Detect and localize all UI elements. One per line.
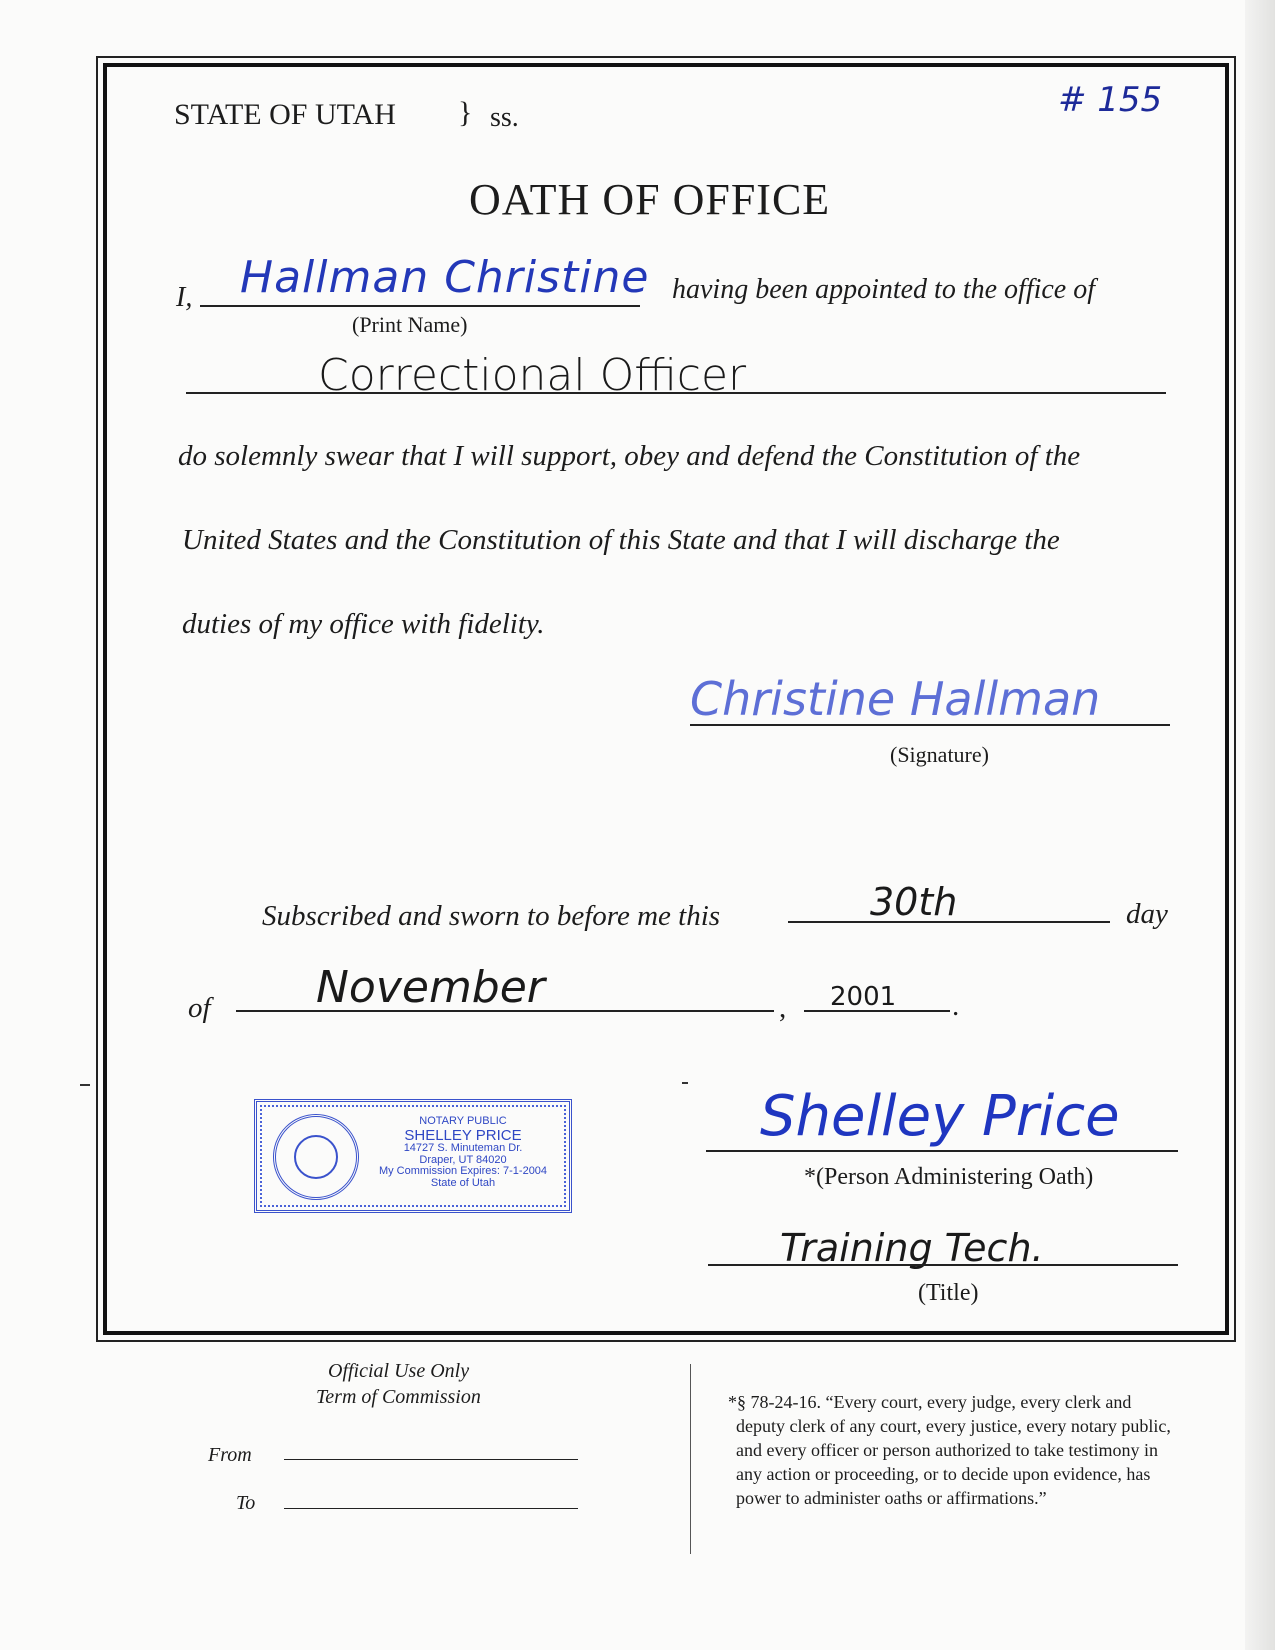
- venue-brace: }: [458, 96, 473, 129]
- month-comma: ,: [779, 992, 787, 1024]
- seal-notary-name: SHELLEY PRICE: [404, 1126, 522, 1144]
- of-label: of: [188, 992, 211, 1024]
- sworn-month: November: [316, 962, 545, 1013]
- title-caption: (Title): [918, 1280, 979, 1306]
- seal-commission-expiry: My Commission Expires: 7-1-2004: [378, 1165, 548, 1178]
- appointee-name: Hallman Christine: [240, 252, 650, 303]
- office-title: Correctional Officer: [318, 350, 747, 401]
- seal-text-block: [365, 1116, 561, 1189]
- scan-page-edge: [1245, 0, 1275, 1650]
- day-line: [788, 921, 1110, 923]
- seal-notary-public: NOTARY PUBLIC: [419, 1115, 507, 1127]
- state-seal-emblem-icon: [294, 1135, 338, 1179]
- to-line: [284, 1508, 578, 1509]
- footnote-line-1: *§ 78-24-16. “Every court, every judge, every clerk and: [728, 1392, 1132, 1412]
- record-number: # 155: [1058, 80, 1163, 120]
- term-of-commission-heading: Term of Commission: [316, 1386, 481, 1408]
- appointee-prefix: I,: [176, 282, 193, 313]
- state-label: STATE OF UTAH: [174, 98, 396, 131]
- appointed-text: having been appointed to the office of: [672, 274, 1096, 305]
- footnote-line-2: deputy clerk of any court, every justice, every notary public,: [736, 1416, 1171, 1436]
- footnote-line-3: and every officer or person authorized to take testimony in: [736, 1440, 1159, 1460]
- oath-line-2: United States and the Constitution of this State and that I will discharge the: [182, 524, 1060, 556]
- notary-seal-stamp: [254, 1099, 572, 1213]
- margin-tick-left: [80, 1084, 90, 1086]
- day-label: day: [1126, 898, 1168, 930]
- seal-state: State of Utah: [430, 1176, 496, 1189]
- sworn-text: Subscribed and sworn to before me this: [262, 900, 721, 932]
- month-line: [236, 1010, 774, 1012]
- footnote-line-4: any action or proceeding, or to decide upon evidence, has: [736, 1464, 1151, 1484]
- footnote-line-5: power to administer oaths or affirmations.”: [736, 1488, 1047, 1508]
- administrator-line: [706, 1150, 1178, 1152]
- margin-tick-center: [682, 1082, 688, 1084]
- administrator-title: Training Tech.: [780, 1226, 1044, 1270]
- administrator-caption: *(Person Administering Oath): [804, 1164, 1094, 1190]
- oath-line-1: do solemnly swear that I will support, obey and defend the Constitution of the: [178, 440, 1081, 472]
- print-name-line: [200, 305, 640, 307]
- signature-line: [690, 724, 1170, 726]
- seal-address: 14727 S. Minuteman Dr.: [403, 1142, 523, 1155]
- from-line: [284, 1459, 578, 1460]
- year-period: .: [952, 990, 960, 1022]
- to-label: To: [236, 1492, 256, 1514]
- from-label: From: [208, 1444, 252, 1466]
- document-title: OATH OF OFFICE: [469, 175, 831, 224]
- footer-divider: [690, 1364, 691, 1554]
- sworn-year: 2001: [830, 982, 897, 1012]
- state-seal-icon: [273, 1114, 359, 1200]
- print-name-caption: (Print Name): [352, 312, 468, 337]
- administrator-signature: Shelley Price: [760, 1084, 1120, 1149]
- title-line: [708, 1264, 1178, 1266]
- signature-caption: (Signature): [890, 742, 989, 767]
- oath-line-3: duties of my office with fidelity.: [182, 608, 545, 640]
- appointee-signature: Christine Hallman: [690, 672, 1101, 726]
- year-line: [804, 1010, 950, 1012]
- ss-label: ss.: [490, 102, 519, 133]
- official-use-heading: Official Use Only: [328, 1360, 470, 1382]
- seal-city: Draper, UT 84020: [419, 1153, 507, 1166]
- sworn-day: 30th: [870, 880, 958, 924]
- office-line: [186, 392, 1166, 394]
